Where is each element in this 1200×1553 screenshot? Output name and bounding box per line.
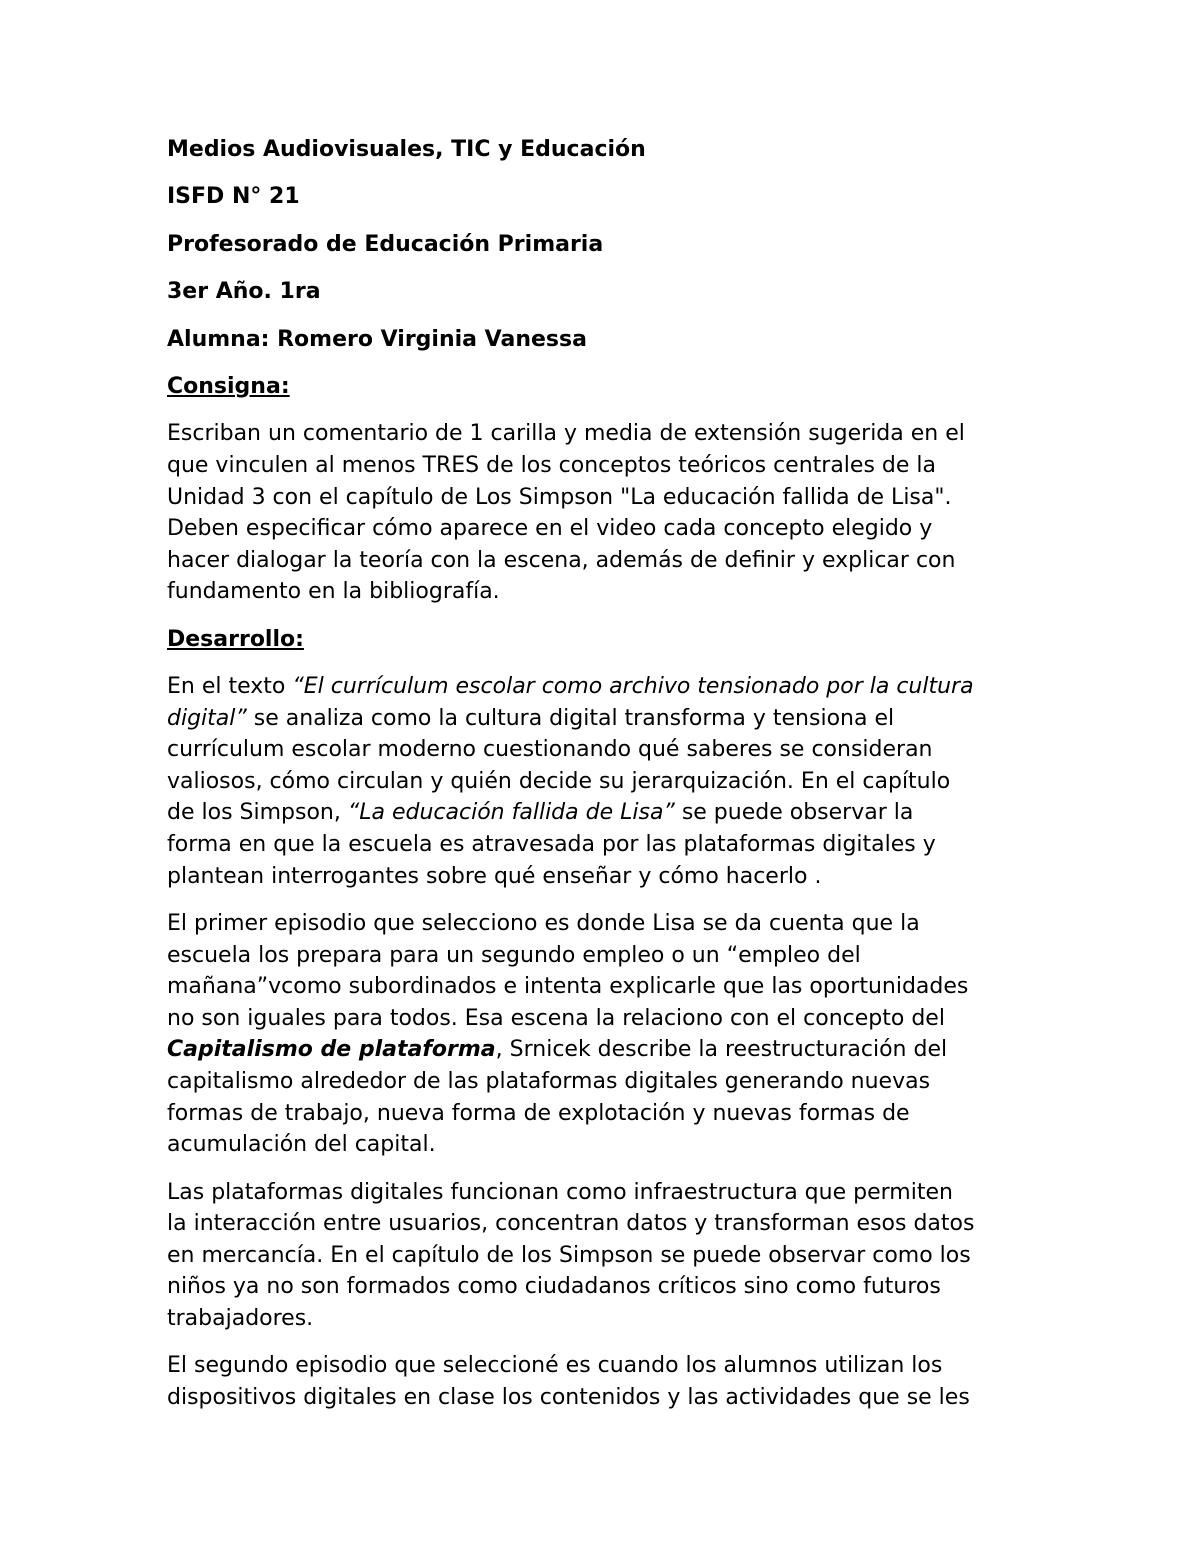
paragraph-line <box>167 671 1047 703</box>
text-run: En el texto <box>167 674 293 700</box>
paragraph-line: Las plataformas digitales funcionan como infraestructura que permiten <box>167 1179 953 1205</box>
text-run: se analiza como la cultura digital transforma y tensiona el <box>246 705 895 731</box>
document-page <box>167 134 1047 1429</box>
paragraph-line: valiosos, cómo circulan y quién decide su jerarquización. En el capítulo <box>167 768 951 794</box>
program-name: Profesorado de Educación Primaria <box>167 231 604 257</box>
student-name: Alumna: Romero Virginia Vanessa <box>167 326 587 352</box>
consigna-heading: Consigna: <box>167 373 290 399</box>
institute-name: ISFD N° 21 <box>167 184 300 210</box>
concept-term-bold-italic: Capitalismo de plataforma <box>167 1037 496 1063</box>
paragraph-line: El primer episodio que selecciono es donde Lisa se da cuenta que la <box>167 911 920 937</box>
paragraph-line: no son iguales para todos. Esa escena la relaciono con el concepto del <box>167 1005 945 1031</box>
consigna-line: que vinculen al menos TRES de los conceptos teóricos centrales de la <box>167 452 936 478</box>
paragraph-line <box>167 703 1047 735</box>
consigna-line: fundamento en la bibliografía. <box>167 579 500 605</box>
consigna-line: Unidad 3 con el capítulo de Los Simpson "La educación fallida de Lisa". <box>167 484 952 510</box>
paragraph-line: currículum escolar moderno cuestionando qué saberes se consideran <box>167 737 933 763</box>
desarrollo-paragraph-4 <box>167 1350 1047 1413</box>
episode-title-italic: “La educación fallida de Lisa” <box>347 800 675 826</box>
paragraph-line <box>167 1034 1047 1066</box>
desarrollo-heading: Desarrollo: <box>167 626 304 652</box>
paragraph-line: El segundo episodio que seleccioné es cuando los alumnos utilizan los <box>167 1353 943 1379</box>
desarrollo-paragraph-2 <box>167 908 1047 1161</box>
paragraph-line: mañana”vcomo subordinados e intenta explicarle que las oportunidades <box>167 974 969 1000</box>
text-run: de los Simpson, <box>167 800 348 826</box>
consigna-paragraph <box>167 418 1047 608</box>
paragraph-line: plantean interrogantes sobre qué enseñar y cómo hacerlo . <box>167 863 822 889</box>
paragraph-line: la interacción entre usuarios, concentran datos y transforman esos datos <box>167 1211 975 1237</box>
paragraph-line: dispositivos digitales en clase los contenidos y las actividades que se les <box>167 1384 970 1410</box>
paragraph-line <box>167 797 1047 829</box>
text-run: , Srnicek describe la reestructuración del <box>495 1037 948 1063</box>
course-title: Medios Audiovisuales, TIC y Educación <box>167 137 646 162</box>
book-title-italic: “El currículum escolar como archivo tensionado por la cultura <box>292 674 974 700</box>
consigna-line: Escriban un comentario de 1 carilla y media de extensión sugerida en el <box>167 421 965 447</box>
paragraph-line: escuela los prepara para un segundo empleo o un “empleo del <box>167 942 861 968</box>
consigna-line: hacer dialogar la teoría con la escena, además de definir y explicar con <box>167 547 956 573</box>
desarrollo-paragraph-1 <box>167 671 1047 892</box>
book-title-italic: digital” <box>167 705 247 731</box>
text-run: se puede observar la <box>674 800 914 826</box>
paragraph-line: acumulación del capital. <box>167 1132 436 1158</box>
paragraph-line: niños ya no son formados como ciudadanos críticos sino como futuros <box>167 1274 941 1300</box>
paragraph-line: capitalismo alrededor de las plataformas digitales generando nuevas <box>167 1069 931 1095</box>
consigna-line: Deben especificar cómo aparece en el video cada concepto elegido y <box>167 516 933 542</box>
paragraph-line: formas de trabajo, nueva forma de explotación y nuevas formas de <box>167 1100 910 1126</box>
course-year: 3er Año. 1ra <box>167 279 321 305</box>
paragraph-line: forma en que la escuela es atravesada por las plataformas digitales y <box>167 832 936 858</box>
desarrollo-paragraph-3 <box>167 1177 1047 1335</box>
paragraph-line: trabajadores. <box>167 1305 314 1331</box>
paragraph-line: en mercancía. En el capítulo de los Simpson se puede observar como los <box>167 1242 971 1268</box>
